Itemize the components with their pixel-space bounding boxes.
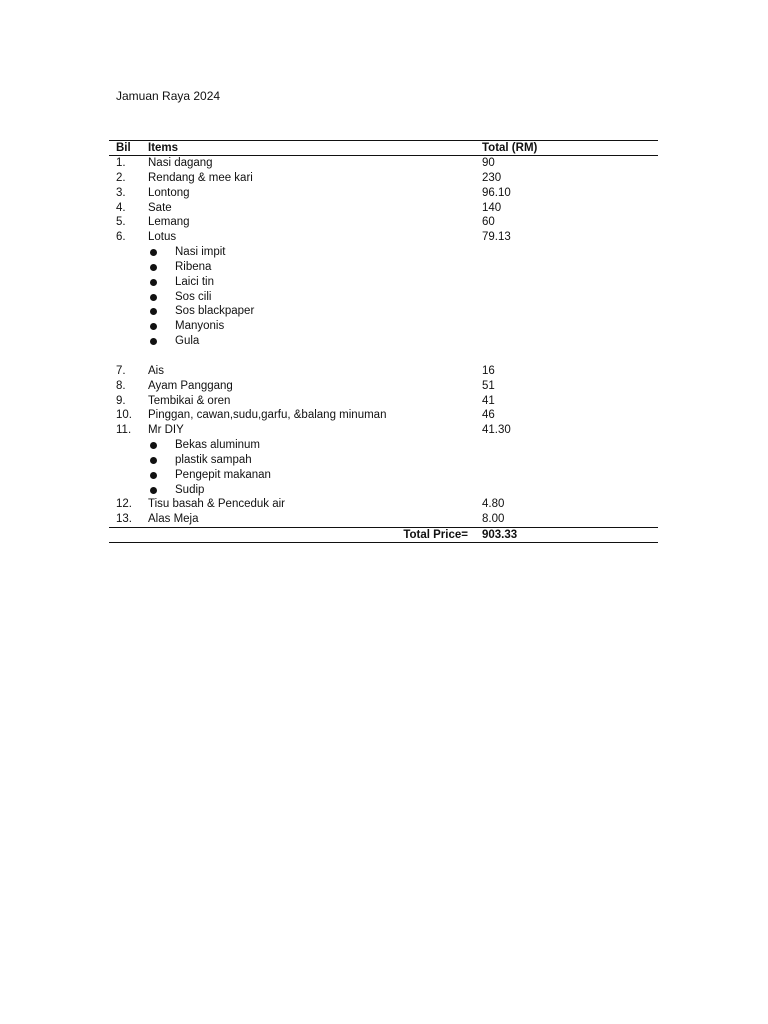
- row-total: 41.30: [482, 424, 511, 437]
- sub-item-label: Sudip: [175, 483, 205, 496]
- table-row: [109, 408, 658, 423]
- bullet-icon: [150, 472, 157, 479]
- table-row: [109, 171, 658, 186]
- sub-item: [109, 468, 658, 483]
- row-item: Lontong: [148, 186, 190, 199]
- expense-table: [109, 140, 658, 543]
- row-number: 9.: [116, 394, 126, 407]
- header-items: Items: [148, 142, 179, 154]
- row-number: 11.: [116, 424, 132, 437]
- header-bil: Bil: [116, 142, 131, 154]
- bullet-icon: [150, 249, 157, 256]
- sub-item: [109, 304, 658, 319]
- row-total: 79.13: [482, 231, 511, 244]
- row-total: 8.00: [482, 513, 505, 526]
- table-row: [109, 423, 658, 438]
- row-total: 41: [482, 394, 495, 407]
- table-row: [109, 186, 658, 201]
- document-title: Jamuan Raya 2024: [116, 89, 221, 103]
- sub-item-label: Nasi impit: [175, 246, 226, 259]
- sub-item: [109, 453, 658, 468]
- row-number: 6.: [116, 231, 126, 244]
- sub-item-label: Pengepit makanan: [175, 468, 271, 481]
- row-number: 13.: [116, 513, 132, 526]
- sub-item: [109, 275, 658, 290]
- bullet-icon: [150, 308, 157, 315]
- row-number: 10.: [116, 409, 132, 422]
- sub-item: [109, 319, 658, 334]
- bullet-icon: [150, 294, 157, 301]
- row-item: Lemang: [148, 216, 190, 229]
- row-item: Pinggan, cawan,sudu,garfu, &balang minuman: [148, 409, 387, 422]
- row-number: 2.: [116, 171, 126, 184]
- table-row: [109, 201, 658, 216]
- table-header: [109, 140, 658, 156]
- bullet-icon: [150, 442, 157, 449]
- total-price-value: 903.33: [482, 529, 518, 542]
- sub-item: [109, 245, 658, 260]
- sub-item: [109, 483, 658, 498]
- row-total: 4.80: [482, 498, 505, 511]
- table-row: [109, 215, 658, 230]
- blank-row: [109, 349, 658, 364]
- bullet-icon: [150, 279, 157, 286]
- bullet-icon: [150, 264, 157, 271]
- row-item: Sate: [148, 201, 172, 214]
- sub-item: [109, 334, 658, 349]
- table-row: [109, 364, 658, 379]
- sub-item: [109, 260, 658, 275]
- row-number: 3.: [116, 186, 126, 199]
- sub-item-label: Laici tin: [175, 275, 214, 288]
- bullet-icon: [150, 457, 157, 464]
- sub-item-label: plastik sampah: [175, 453, 252, 466]
- row-total: 230: [482, 171, 502, 184]
- row-item: Lotus: [148, 231, 177, 244]
- table-row: [109, 379, 658, 394]
- row-item: Nasi dagang: [148, 157, 213, 169]
- row-number: 8.: [116, 379, 126, 392]
- table-row: [109, 512, 658, 527]
- bullet-icon: [150, 323, 157, 330]
- row-total: 96.10: [482, 186, 511, 199]
- row-number: 5.: [116, 216, 126, 229]
- row-item: Tembikai & oren: [148, 394, 231, 407]
- table-row: [109, 394, 658, 409]
- sub-item-label: Ribena: [175, 260, 212, 273]
- row-total: 51: [482, 379, 495, 392]
- sub-item: [109, 438, 658, 453]
- row-item: Ais: [148, 364, 164, 377]
- sub-item-label: Gula: [175, 335, 200, 348]
- row-item: Alas Meja: [148, 513, 199, 526]
- total-price-label: Total Price=: [403, 529, 468, 542]
- row-item: Ayam Panggang: [148, 379, 233, 392]
- row-number: 12.: [116, 498, 132, 511]
- sub-item-label: Sos cili: [175, 290, 212, 303]
- table-row: [109, 230, 658, 245]
- table-row: [109, 497, 658, 512]
- row-number: 4.: [116, 201, 126, 214]
- row-item: Tisu basah & Penceduk air: [148, 498, 286, 511]
- row-number: 1.: [116, 157, 126, 169]
- row-total: 46: [482, 409, 495, 422]
- sub-item-label: Manyonis: [175, 320, 225, 333]
- sub-item-label: Bekas aluminum: [175, 439, 261, 452]
- sub-item-label: Sos blackpaper: [175, 305, 255, 318]
- total-row: [109, 527, 658, 543]
- row-total: 90: [482, 157, 495, 169]
- bullet-icon: [150, 487, 157, 494]
- row-total: 16: [482, 364, 495, 377]
- table-row: [109, 156, 658, 171]
- row-number: 7.: [116, 364, 126, 377]
- row-total: 140: [482, 201, 502, 214]
- bullet-icon: [150, 338, 157, 345]
- sub-item: [109, 290, 658, 305]
- header-total: Total (RM): [482, 142, 538, 154]
- row-item: Rendang & mee kari: [148, 171, 253, 184]
- row-item: Mr DIY: [148, 424, 184, 437]
- row-total: 60: [482, 216, 495, 229]
